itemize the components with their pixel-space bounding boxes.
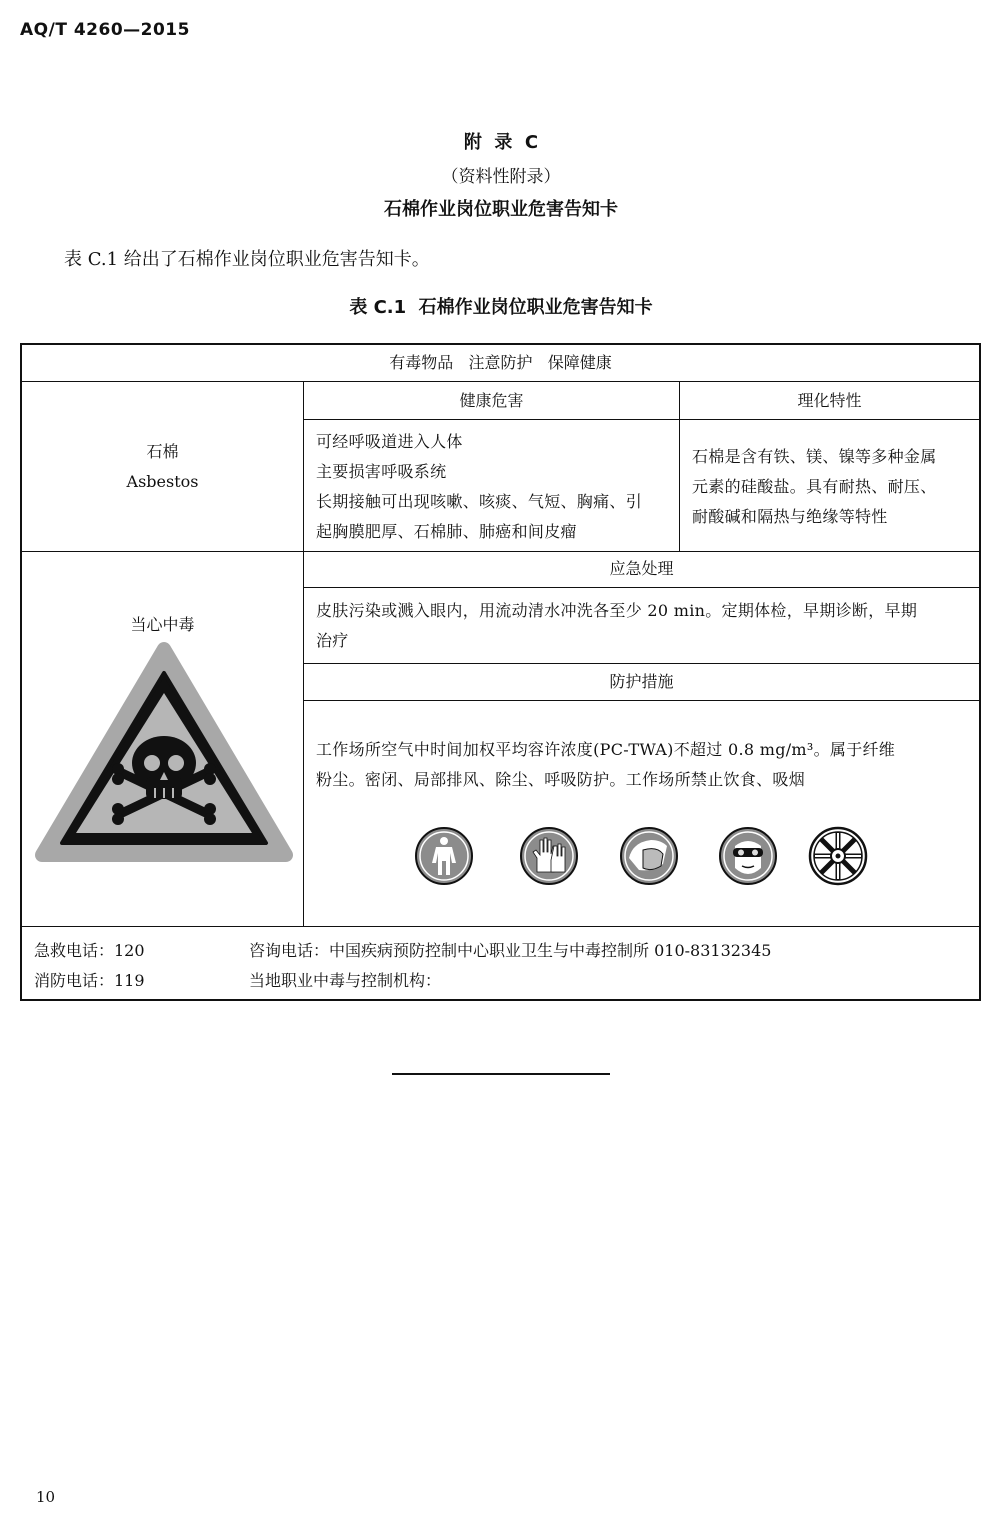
table-caption: 表 C.1 石棉作业岗位职业危害告知卡 — [349, 297, 653, 318]
ventilation-fan-icon — [808, 826, 868, 886]
warning-label: 当心中毒 — [130, 615, 195, 634]
appendix-title: 附 录 C — [463, 132, 539, 153]
substance-name-en: Asbestos — [126, 472, 199, 491]
physchem-header: 理化特性 — [797, 391, 862, 410]
health-hazard-text: 可经呼吸道进入人体 主要损害呼吸系统 长期接触可出现咳嗽、咳痰、气短、胸痛、引 起胸膜肥厚、石棉肺、肺癌和间皮瘤 — [316, 432, 643, 541]
emergency-text: 皮肤污染或溅入眼内，用流动清水冲洗各至少 20 min。定期体检，早期诊断，早期 治疗 — [316, 601, 918, 650]
footer-rule — [392, 1073, 610, 1075]
consult-phone: 咨询电话：中国疾病预防控制中心职业卫生与中毒控制所 010-83132345 — [249, 941, 772, 960]
local-agency: 当地职业中毒与控制机构： — [249, 971, 442, 990]
safety-goggles-icon — [718, 826, 778, 886]
intro-paragraph: 表 C.1 给出了石棉作业岗位职业危害告知卡。 — [64, 249, 430, 270]
respirator-mask-icon — [619, 826, 679, 886]
standard-number: AQ/T 4260—2015 — [20, 20, 190, 40]
substance-name-cn: 石棉 — [146, 442, 179, 461]
physchem-text: 石棉是含有铁、镁、镍等多种金属 元素的硅酸盐。具有耐热、耐压、 耐酸碱和隔热与绝缘等特性 — [692, 447, 937, 526]
fire-phone: 消防电话：119 — [34, 971, 145, 990]
protective-gloves-icon — [519, 826, 579, 886]
toxic-warning-icon — [34, 641, 294, 865]
hazard-notice-card — [20, 343, 981, 1001]
page-number: 10 — [36, 1488, 56, 1506]
health-hazard-header: 健康危害 — [459, 391, 524, 410]
protection-text: 工作场所空气中时间加权平均容许浓度(PC-TWA)不超过 0.8 mg/m³。属于纤维 粉尘。密闭、局部排风、除尘、呼吸防护。工作场所禁止饮食、吸烟 — [316, 740, 896, 789]
protective-suit-icon — [414, 826, 474, 886]
emergency-header: 应急处理 — [609, 559, 674, 578]
protection-header: 防护措施 — [609, 672, 674, 691]
card-banner: 有毒物品 注意防护 保障健康 — [389, 353, 612, 372]
appendix-type: （资料性附录） — [441, 167, 561, 187]
first-aid-phone: 急救电话：120 — [34, 941, 145, 960]
appendix-subject: 石棉作业岗位职业危害告知卡 — [384, 199, 618, 220]
